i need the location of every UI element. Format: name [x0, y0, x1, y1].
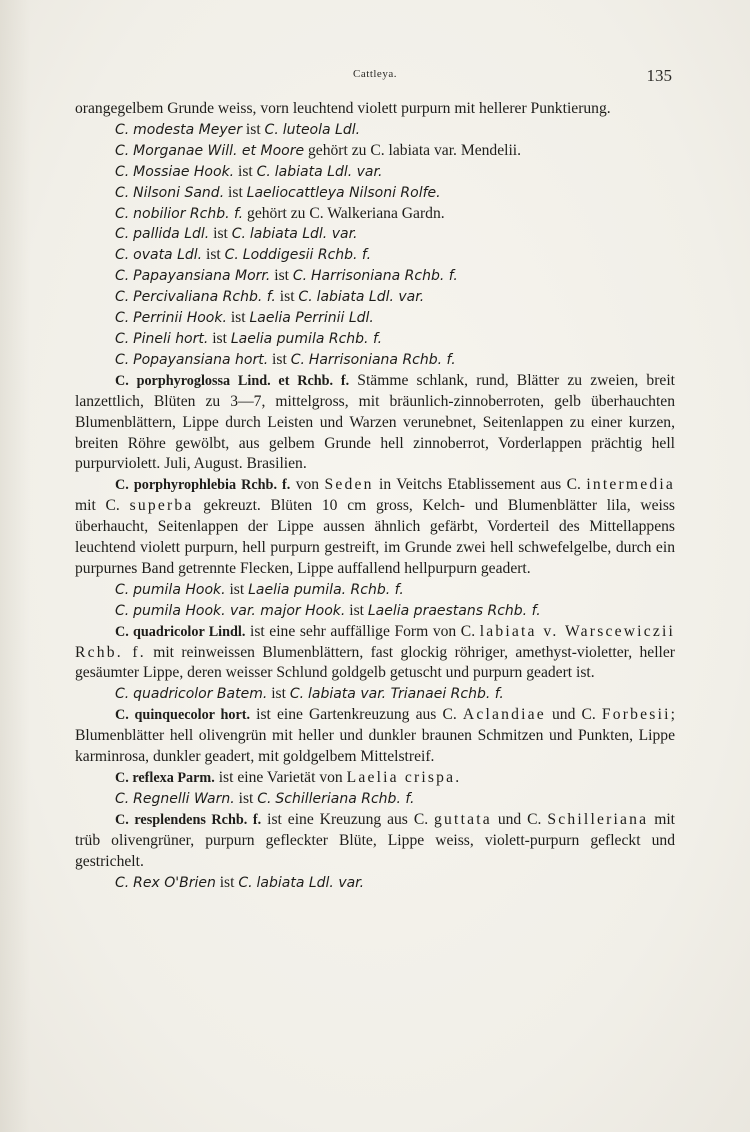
species-description: C. quinquecolor hort. ist eine Gartenkreuzung aus C. Aclandiae und C. Forbesii; Blumenblätter hell olivengrün mit heller und dunkler braunen Schmitzen und Punkten, Lippe karminrosa, dunkler geadert, mit goldgelbem Mittelstreif.	[75, 706, 675, 766]
synonym-entry: C. Nilsoni Sand. ist Laeliocattleya Nilsoni Rolfe.	[115, 183, 441, 201]
species-heading: C. quinquecolor hort.	[115, 707, 251, 724]
synonym-entry: C. Regnelli Warn. ist C. Schilleriana Rchb. f.	[115, 789, 415, 807]
page-edge-shadow	[0, 0, 30, 1132]
species-description: C. porphyroglossa Lind. et Rchb. f. Stämme schlank, rund, Blätter zu zweien, breit lanzettlich, Blüten zu 3—7, mittelgross, mit bräunlich-zinnoberroten, gelb überhauchten Blumenblättern, Lippe durch Leisten und Warzen verunebnet, Seitenlappen zu einer kurzen, breiten Röhre gewölbt, aus gelbem Grunde hell zinnoberrot, Vorderlappen prächtig hell purpurviolett. Juli, August. Brasilien.	[75, 371, 675, 473]
synonym-entry: C. quadricolor Batem. ist C. labiata var. Trianaei Rchb. f.	[115, 685, 504, 703]
synonym-entry: C. pumila Hook. ist Laelia pumila. Rchb. f.	[115, 580, 404, 598]
species-description: C. reflexa Parm. ist eine Varietät von Laelia crispa.	[115, 769, 460, 786]
synonym-entry: C. Percivaliana Rchb. f. ist C. labiata Ldl. var.	[115, 288, 425, 306]
synonym-entry: C. ovata Ldl. ist C. Loddigesii Rchb. f.	[115, 246, 372, 264]
synonym-entry: C. Mossiae Hook. ist C. labiata Ldl. var.	[115, 162, 383, 180]
species-heading: C. porphyrophlebia Rchb. f.	[115, 477, 291, 494]
synonym-entry: C. Morganae Will. et Moore gehört zu C. labiata var. Mendelii.	[115, 141, 522, 159]
synonym-entry: C. nobilior Rchb. f. gehört zu C. Walkeriana Gardn.	[115, 204, 445, 222]
species-description: C. quadricolor Lindl. ist eine sehr auffällige Form von C. labiata v. Warscewiczii Rchb. f. mit reinweissen Blumenblättern, fast glockig röhriger, amethyst-violetter, heller gesäumter Lippe, deren weisser Schlund goldgelb getuscht und purpurn geadert ist.	[75, 622, 676, 682]
species-heading: C. resplendens Rchb. f.	[115, 811, 262, 828]
species-heading: C. quadricolor Lindl.	[115, 623, 246, 640]
paragraph-continuation: orangegelbem Grunde weiss, vorn leuchtend violett purpurn mit hellerer Punktierung.	[75, 100, 611, 117]
species-heading: C. porphyroglossa Lind. et Rchb. f.	[115, 372, 350, 389]
species-description: C. porphyrophlebia Rchb. f. von Seden in Veitchs Etablissement aus C. intermedia mit C. superba gekreuzt. Blüten 10 cm gross, Kelch- und Blumenblätter lila, weiss überhaucht, Seitenlappen der Lippe aussen ähnlich gefärbt, Vorderteil des Mittellappens leuchtend violett purpurn, hell purpurn gestreift, im Grunde zwei hell schwefelgelbe, durch ein purpurnes Band getrennte Flecken, Lippe auffallend hellpurpurn geadert.	[75, 476, 675, 577]
synonym-entry: C. pumila Hook. var. major Hook. ist Laelia praestans Rchb. f.	[115, 601, 541, 619]
text-body	[75, 99, 675, 893]
page-header	[0, 66, 750, 90]
page-number: 135	[646, 66, 672, 85]
species-description: C. resplendens Rchb. f. ist eine Kreuzung aus C. guttata und C. Schilleriana mit trüb olivengrüner, purpurn gefleckter Blüte, Lippe weiss, violett-purpurn gefleckt und gestrichelt.	[75, 810, 675, 870]
synonym-entry: C. Papayansiana Morr. ist C. Harrisoniana Rchb. f.	[115, 267, 458, 285]
species-heading: C. reflexa Parm.	[115, 770, 215, 786]
running-head: Cattleya.	[353, 68, 397, 80]
synonym-entry: C. Perrinii Hook. ist Laelia Perrinii Ldl.	[115, 309, 374, 327]
synonym-entry: C. modesta Meyer ist C. luteola Ldl.	[115, 120, 361, 138]
synonym-entry: C. Popayansiana hort. ist C. Harrisoniana Rchb. f.	[115, 350, 456, 368]
synonym-entry: C. pallida Ldl. ist C. labiata Ldl. var.	[115, 225, 358, 243]
synonym-entry: C. Rex O'Brien ist C. labiata Ldl. var.	[115, 873, 365, 891]
synonym-entry: C. Pineli hort. ist Laelia pumila Rchb. f.	[115, 329, 383, 347]
